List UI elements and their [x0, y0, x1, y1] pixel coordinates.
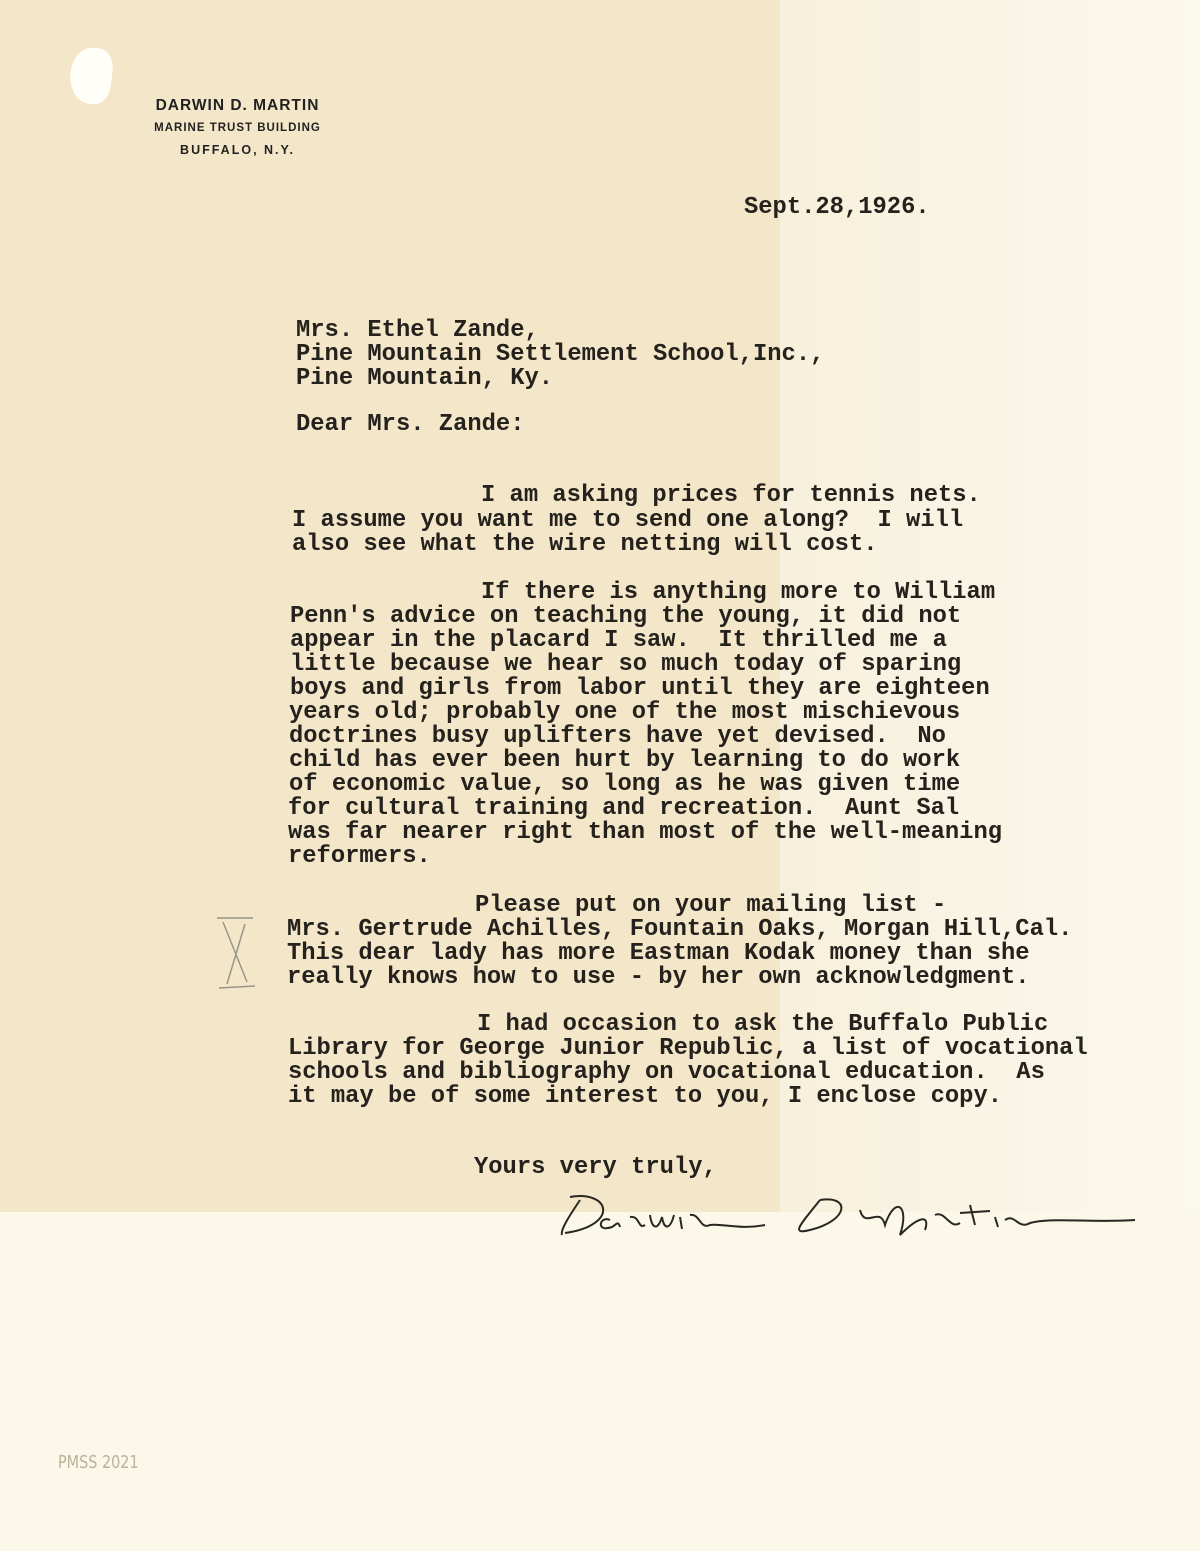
body-line: little because we hear so much today of sparing [290, 651, 962, 678]
letterhead-name: DARWIN D. MARTIN [155, 97, 320, 114]
body-line: This dear lady has more Eastman Kodak money than she [287, 940, 1030, 967]
body-line: schools and bibliography on vocational education. As [288, 1059, 1045, 1086]
body-line: was far nearer right than most of the well-meaning [288, 819, 1003, 846]
body-line: of economic value, so long as he was given time [289, 771, 961, 798]
body-line: Library for George Junior Republic, a list of vocational [288, 1035, 1088, 1062]
body-line: Please put on your mailing list - [475, 892, 947, 919]
pencil-mark [205, 910, 265, 995]
body-line: for cultural training and recreation. Aunt Sal [288, 795, 960, 822]
address-line: Pine Mountain Settlement School,Inc., [296, 341, 825, 368]
letterhead-city: BUFFALO, N.Y. [180, 143, 295, 157]
body-line: reformers. [288, 843, 431, 870]
signature [550, 1185, 1150, 1255]
letterhead-building: MARINE TRUST BUILDING [154, 122, 321, 134]
address-line: Mrs. Ethel Zande, [296, 317, 539, 344]
body-line: I am asking prices for tennis nets. [481, 482, 981, 509]
archive-watermark: PMSS 2021 [58, 1452, 139, 1473]
body-line: child has ever been hurt by learning to do work [289, 747, 961, 774]
body-line: doctrines busy uplifters have yet devised. No [289, 723, 946, 750]
closing: Yours very truly, [474, 1154, 717, 1181]
body-line: it may be of some interest to you, I enclose copy. [288, 1083, 1003, 1110]
letter-date: Sept.28,1926. [744, 194, 930, 221]
body-line: I assume you want me to send one along? I will [292, 507, 964, 534]
address-line: Pine Mountain, Ky. [296, 365, 554, 392]
body-line: also see what the wire netting will cost. [292, 531, 878, 558]
body-line: really knows how to use - by her own acknowledgment. [287, 964, 1030, 991]
body-line: Penn's advice on teaching the young, it did not [290, 603, 962, 630]
body-line: appear in the placard I saw. It thrilled me a [290, 627, 947, 654]
body-line: If there is anything more to William [481, 579, 996, 606]
body-line: boys and girls from labor until they are eighteen [290, 675, 990, 702]
body-line: years old; probably one of the most mischievous [289, 699, 961, 726]
body-line: Mrs. Gertrude Achilles, Fountain Oaks, Morgan Hill,Cal. [287, 916, 1073, 943]
body-line: I had occasion to ask the Buffalo Public [477, 1011, 1049, 1038]
salutation: Dear Mrs. Zande: [296, 411, 525, 438]
